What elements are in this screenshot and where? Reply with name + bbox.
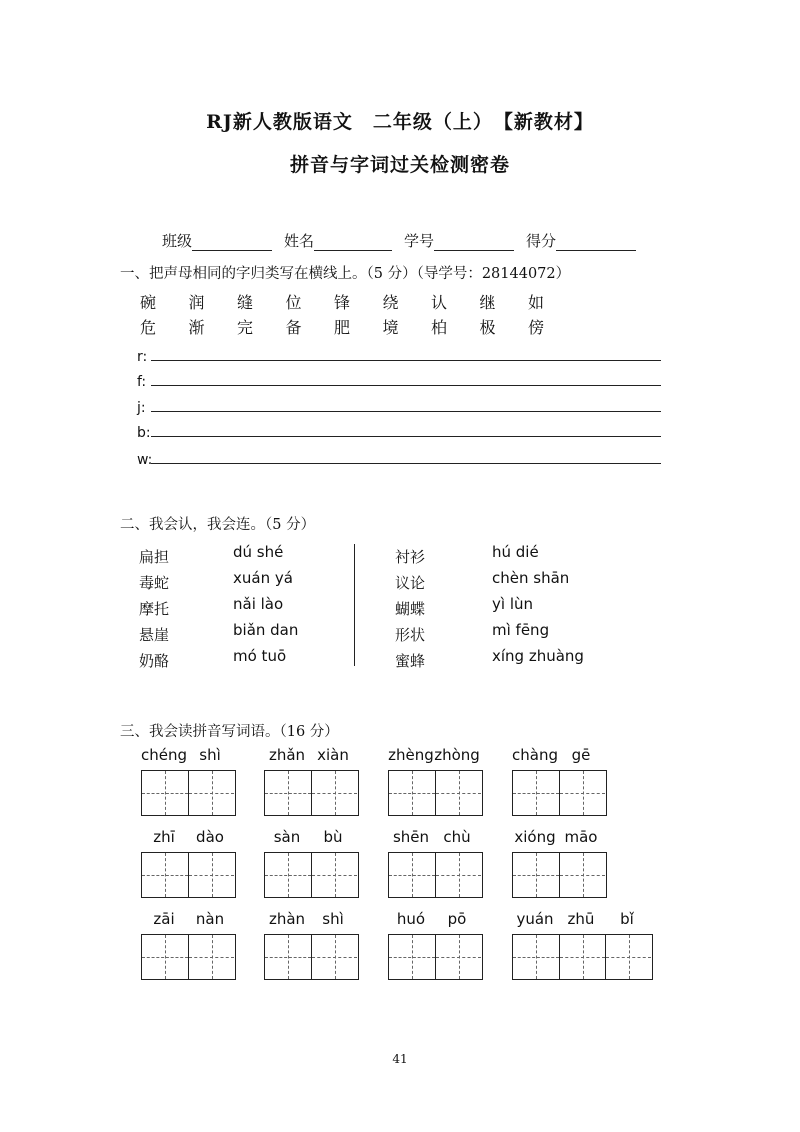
char-item: 绕	[382, 293, 399, 312]
name-label: 姓名	[284, 232, 315, 250]
char-item: 缝	[237, 293, 254, 312]
writing-cell[interactable]	[265, 771, 311, 815]
pinyin-syllable: zhàn	[268, 910, 306, 928]
char-item: 极	[479, 318, 496, 337]
writing-grid	[264, 934, 359, 980]
section1-char-row-1	[140, 290, 577, 313]
column-divider	[354, 544, 355, 666]
char-item: 境	[382, 318, 399, 337]
section1-heading: 一、把声母相同的字归类写在横线上。（5 分）（导学号：28144072）	[120, 266, 571, 282]
pinyin-syllable: dào	[196, 828, 224, 846]
writing-grid	[388, 852, 483, 898]
writing-cell[interactable]	[188, 935, 234, 979]
pinyin-row	[141, 910, 233, 932]
writing-cell[interactable]	[311, 853, 357, 897]
char-item: 如	[528, 293, 545, 312]
answer-line[interactable]	[151, 385, 661, 386]
writing-grid	[388, 934, 483, 980]
match-pinyin[interactable]: xuán yá	[233, 569, 293, 587]
score-blank[interactable]	[556, 236, 636, 251]
char-item: 肥	[334, 318, 351, 337]
student-info-row	[162, 230, 648, 251]
pinyin-syllable: zhòng	[434, 746, 480, 764]
match-word[interactable]: 毒蛇	[139, 574, 170, 592]
writing-cell[interactable]	[435, 935, 481, 979]
pinyin-syllable: zhǎn	[268, 746, 306, 764]
answer-line[interactable]	[151, 411, 661, 412]
pinyin-writing-item	[141, 746, 233, 768]
pinyin-row	[388, 746, 480, 768]
match-word[interactable]: 蝴蝶	[395, 600, 426, 618]
match-word[interactable]: 摩托	[139, 600, 170, 618]
match-pinyin[interactable]: chèn shān	[492, 569, 570, 587]
section3-heading: 三、我会读拼音写词语。（16 分）	[120, 724, 339, 740]
pinyin-row	[264, 746, 356, 768]
page-title: RJ新人教版语文 二年级（上） 【新教材】	[206, 111, 594, 133]
pinyin-row	[141, 746, 233, 768]
pinyin-syllable: huó	[396, 910, 426, 928]
name-blank[interactable]	[314, 236, 392, 251]
match-word[interactable]: 议论	[395, 574, 426, 592]
answer-line-row	[137, 394, 661, 416]
writing-cell[interactable]	[389, 771, 435, 815]
char-item: 柏	[431, 318, 448, 337]
answer-line-label: r:	[137, 349, 148, 365]
pinyin-row	[512, 910, 650, 932]
answer-line-row	[137, 343, 661, 365]
char-item: 润	[188, 293, 205, 312]
match-word[interactable]: 奶酪	[139, 652, 170, 670]
match-pinyin[interactable]: mó tuō	[233, 647, 287, 665]
pinyin-syllable: chàng	[512, 746, 558, 764]
char-item: 碗	[140, 293, 157, 312]
char-item: 备	[285, 318, 302, 337]
pinyin-writing-item	[512, 828, 604, 850]
char-item: 傍	[528, 318, 545, 337]
match-pinyin[interactable]: nǎi lào	[233, 595, 284, 613]
writing-cell[interactable]	[435, 853, 481, 897]
score-label: 得分	[526, 232, 557, 250]
class-label: 班级	[162, 232, 193, 250]
pinyin-syllable: pō	[447, 910, 467, 928]
writing-grid	[388, 770, 483, 816]
answer-line-row	[137, 446, 661, 468]
class-blank[interactable]	[192, 236, 272, 251]
writing-grid	[141, 934, 236, 980]
pinyin-syllable: xiàn	[317, 746, 349, 764]
writing-grid	[512, 852, 607, 898]
page-subtitle: 拼音与字词过关检测密卷	[289, 154, 510, 176]
pinyin-row	[141, 828, 233, 850]
answer-line[interactable]	[151, 436, 661, 437]
pinyin-syllable: bù	[323, 828, 343, 846]
char-item: 位	[285, 293, 302, 312]
char-item: 继	[479, 293, 496, 312]
pinyin-syllable: sàn	[273, 828, 301, 846]
writing-cell[interactable]	[389, 853, 435, 897]
answer-line-label: f:	[137, 374, 147, 390]
pinyin-syllable: xióng	[514, 828, 556, 846]
pinyin-syllable: shēn	[392, 828, 430, 846]
pinyin-writing-item	[141, 910, 233, 932]
answer-line-label: w:	[137, 452, 153, 468]
char-item: 认	[431, 293, 448, 312]
writing-cell[interactable]	[435, 771, 481, 815]
match-pinyin[interactable]: biǎn dan	[233, 621, 299, 639]
pinyin-syllable: shì	[199, 746, 221, 764]
writing-cell[interactable]	[311, 935, 357, 979]
writing-cell[interactable]	[142, 935, 188, 979]
writing-grid	[141, 770, 236, 816]
match-pinyin[interactable]: yì lùn	[492, 595, 533, 613]
pinyin-syllable: bǐ	[620, 910, 634, 928]
char-item: 完	[237, 318, 254, 337]
pinyin-syllable: yuán	[516, 910, 554, 928]
answer-line-label: j:	[137, 400, 146, 416]
writing-cell[interactable]	[142, 853, 188, 897]
pinyin-syllable: zhī	[153, 828, 175, 846]
writing-cell[interactable]	[142, 771, 188, 815]
writing-grid	[264, 770, 359, 816]
answer-line-row	[137, 419, 661, 441]
char-item: 锋	[334, 293, 351, 312]
pinyin-syllable: gē	[571, 746, 591, 764]
writing-cell[interactable]	[188, 853, 234, 897]
writing-grid	[264, 852, 359, 898]
writing-cell[interactable]	[265, 853, 311, 897]
writing-grid	[512, 770, 607, 816]
page-number: 41	[392, 1052, 408, 1066]
pinyin-syllable: zhèng	[388, 746, 434, 764]
char-item: 渐	[188, 318, 205, 337]
match-pinyin[interactable]: mì fēng	[492, 621, 550, 639]
pinyin-row	[264, 910, 356, 932]
writing-cell[interactable]	[559, 853, 605, 897]
writing-cell[interactable]	[389, 935, 435, 979]
pinyin-writing-item	[512, 746, 604, 768]
match-pinyin[interactable]: dú shé	[233, 543, 284, 561]
match-word[interactable]: 衬衫	[395, 548, 426, 566]
pinyin-syllable: zhū	[567, 910, 595, 928]
writing-cell[interactable]	[513, 853, 559, 897]
pinyin-writing-item	[264, 910, 356, 932]
pinyin-writing-item	[388, 746, 480, 768]
section2-heading: 二、我会认，我会连。（5 分）	[120, 517, 316, 533]
writing-grid	[512, 934, 653, 980]
answer-line-label: b:	[137, 425, 151, 441]
pinyin-syllable: chéng	[141, 746, 188, 764]
writing-cell[interactable]	[605, 935, 651, 979]
match-word[interactable]: 蜜蜂	[395, 652, 426, 670]
pinyin-row	[512, 828, 604, 850]
pinyin-writing-item	[512, 910, 650, 932]
match-left-column	[139, 543, 339, 676]
pinyin-syllable: chù	[443, 828, 471, 846]
pinyin-syllable: māo	[564, 828, 598, 846]
pinyin-syllable: zāi	[153, 910, 175, 928]
answer-line[interactable]	[151, 360, 661, 361]
pinyin-writing-item	[264, 828, 356, 850]
pinyin-writing-item	[264, 746, 356, 768]
writing-cell[interactable]	[513, 935, 559, 979]
char-item: 危	[140, 318, 157, 337]
answer-line-row	[137, 368, 661, 390]
match-pinyin[interactable]: xíng zhuàng	[492, 647, 584, 665]
pinyin-syllable: nàn	[195, 910, 225, 928]
writing-cell[interactable]	[559, 771, 605, 815]
writing-cell[interactable]	[559, 935, 605, 979]
match-right-column	[395, 543, 655, 676]
number-blank[interactable]	[434, 236, 514, 251]
pinyin-writing-item	[141, 828, 233, 850]
match-word[interactable]: 形状	[395, 626, 426, 644]
writing-cell[interactable]	[188, 771, 234, 815]
writing-cell[interactable]	[265, 935, 311, 979]
writing-grid	[141, 852, 236, 898]
writing-cell[interactable]	[513, 771, 559, 815]
match-word[interactable]: 悬崖	[139, 626, 170, 644]
pinyin-row	[388, 828, 480, 850]
pinyin-row	[512, 746, 604, 768]
pinyin-syllable: shì	[322, 910, 344, 928]
section1-char-row-2	[140, 315, 577, 338]
pinyin-row	[388, 910, 480, 932]
answer-line[interactable]	[151, 463, 661, 464]
number-label: 学号	[404, 232, 435, 250]
match-pinyin[interactable]: hú dié	[492, 543, 539, 561]
pinyin-row	[264, 828, 356, 850]
pinyin-writing-item	[388, 910, 480, 932]
writing-cell[interactable]	[311, 771, 357, 815]
pinyin-writing-item	[388, 828, 480, 850]
match-word[interactable]: 扁担	[139, 548, 170, 566]
